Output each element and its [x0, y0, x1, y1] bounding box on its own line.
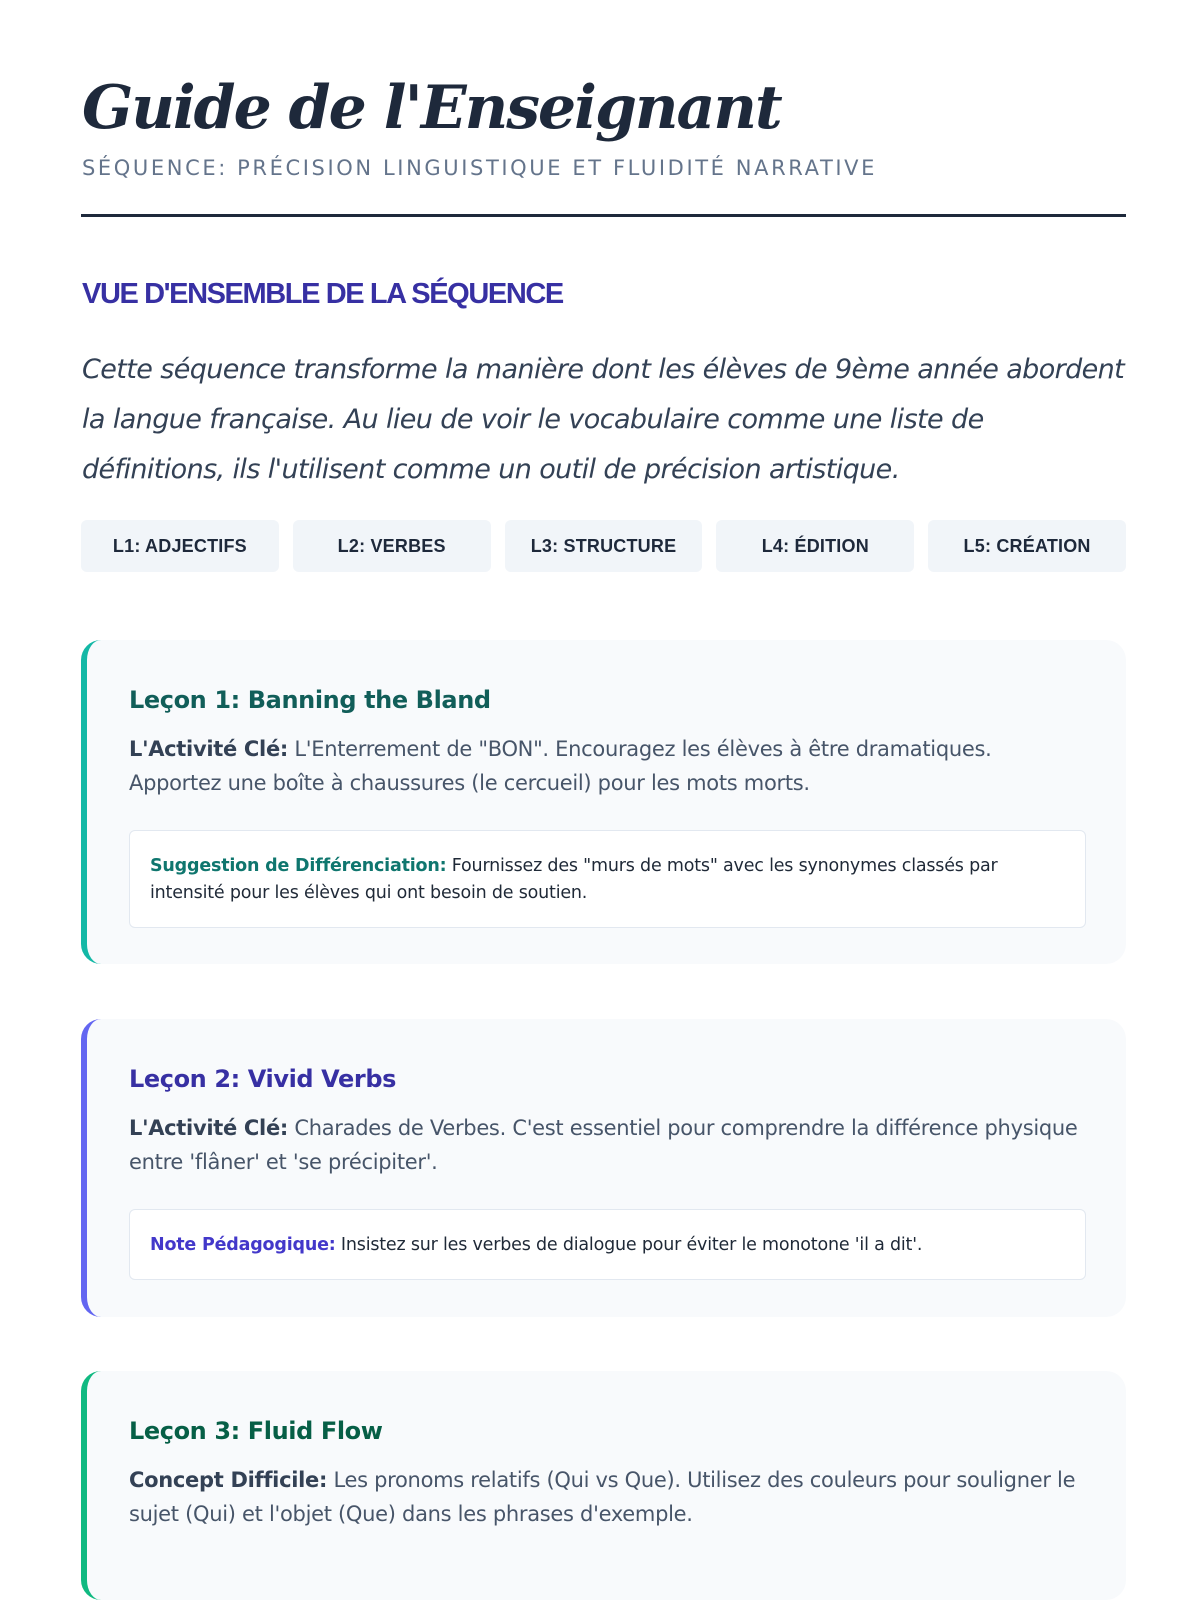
lesson-title: Leçon 2: Vivid Verbs [129, 1065, 397, 1093]
page-title: Guide de l'Enseignant [82, 73, 781, 143]
note-text: Fournissez des "murs de mots" avec les synonymes classés par intensité pour les élèves qui ont besoin de soutien. [150, 856, 998, 903]
note-text: Insistez sur les verbes de dialogue pour éviter le monotone 'il a dit'. [335, 1235, 923, 1255]
activity-label: L'Activité Clé: [129, 737, 288, 761]
note-label: Suggestion de Différenciation: [150, 856, 447, 876]
activity-text: L'Enterrement de "BON". Encouragez les élèves à être dramatiques. Apportez une boîte à chaussures (le cercueil) pour les mots morts. [129, 737, 992, 795]
lesson-chip-l3[interactable]: L3: STRUCTURE [505, 520, 703, 572]
lesson-activity [129, 1111, 1086, 1179]
lesson-card-3 [81, 1371, 1126, 1600]
note-label: Note Pédagogique: [150, 1235, 336, 1255]
lesson-chip-l2[interactable]: L2: VERBES [293, 520, 491, 572]
lesson-activity [129, 732, 1086, 800]
overview-heading: VUE D'ENSEMBLE DE LA SÉQUENCE [82, 278, 563, 310]
lesson-title: Leçon 3: Fluid Flow [129, 1417, 383, 1445]
activity-text: Charades de Verbes. C'est essentiel pour comprendre la différence physique entre 'flâner' et 'se précipiter'. [129, 1116, 1078, 1174]
lesson-chip-l4[interactable]: L4: ÉDITION [716, 520, 914, 572]
page-subtitle: SÉQUENCE: PRÉCISION LINGUISTIQUE ET FLUIDITÉ NARRATIVE [82, 156, 878, 180]
pedagogical-note [129, 1209, 1086, 1280]
lesson-title: Leçon 1: Banning the Bland [129, 686, 491, 714]
lesson-nav [81, 520, 1126, 572]
lesson-chip-l1[interactable]: L1: ADJECTIFS [81, 520, 279, 572]
lesson-card-2 [81, 1019, 1126, 1317]
lesson-card-1 [81, 640, 1126, 964]
lesson-concept [129, 1463, 1086, 1531]
title-divider [81, 214, 1126, 217]
lesson-chip-l5[interactable]: L5: CRÉATION [928, 520, 1126, 572]
differentiation-note [129, 830, 1086, 928]
concept-label: Concept Difficile: [129, 1468, 328, 1492]
overview-text: Cette séquence transforme la manière dont les élèves de 9ème année abordent la langue française. Au lieu de voir le vocabulaire comme une liste de définitions, ils l'utilisent comme un outil de précision artistique. [82, 354, 1125, 485]
activity-label: L'Activité Clé: [129, 1116, 288, 1140]
concept-text: Les pronoms relatifs (Qui vs Que). Utilisez des couleurs pour souligner le sujet (Qui) et l'objet (Que) dans les phrases d'exemple. [129, 1468, 1076, 1526]
